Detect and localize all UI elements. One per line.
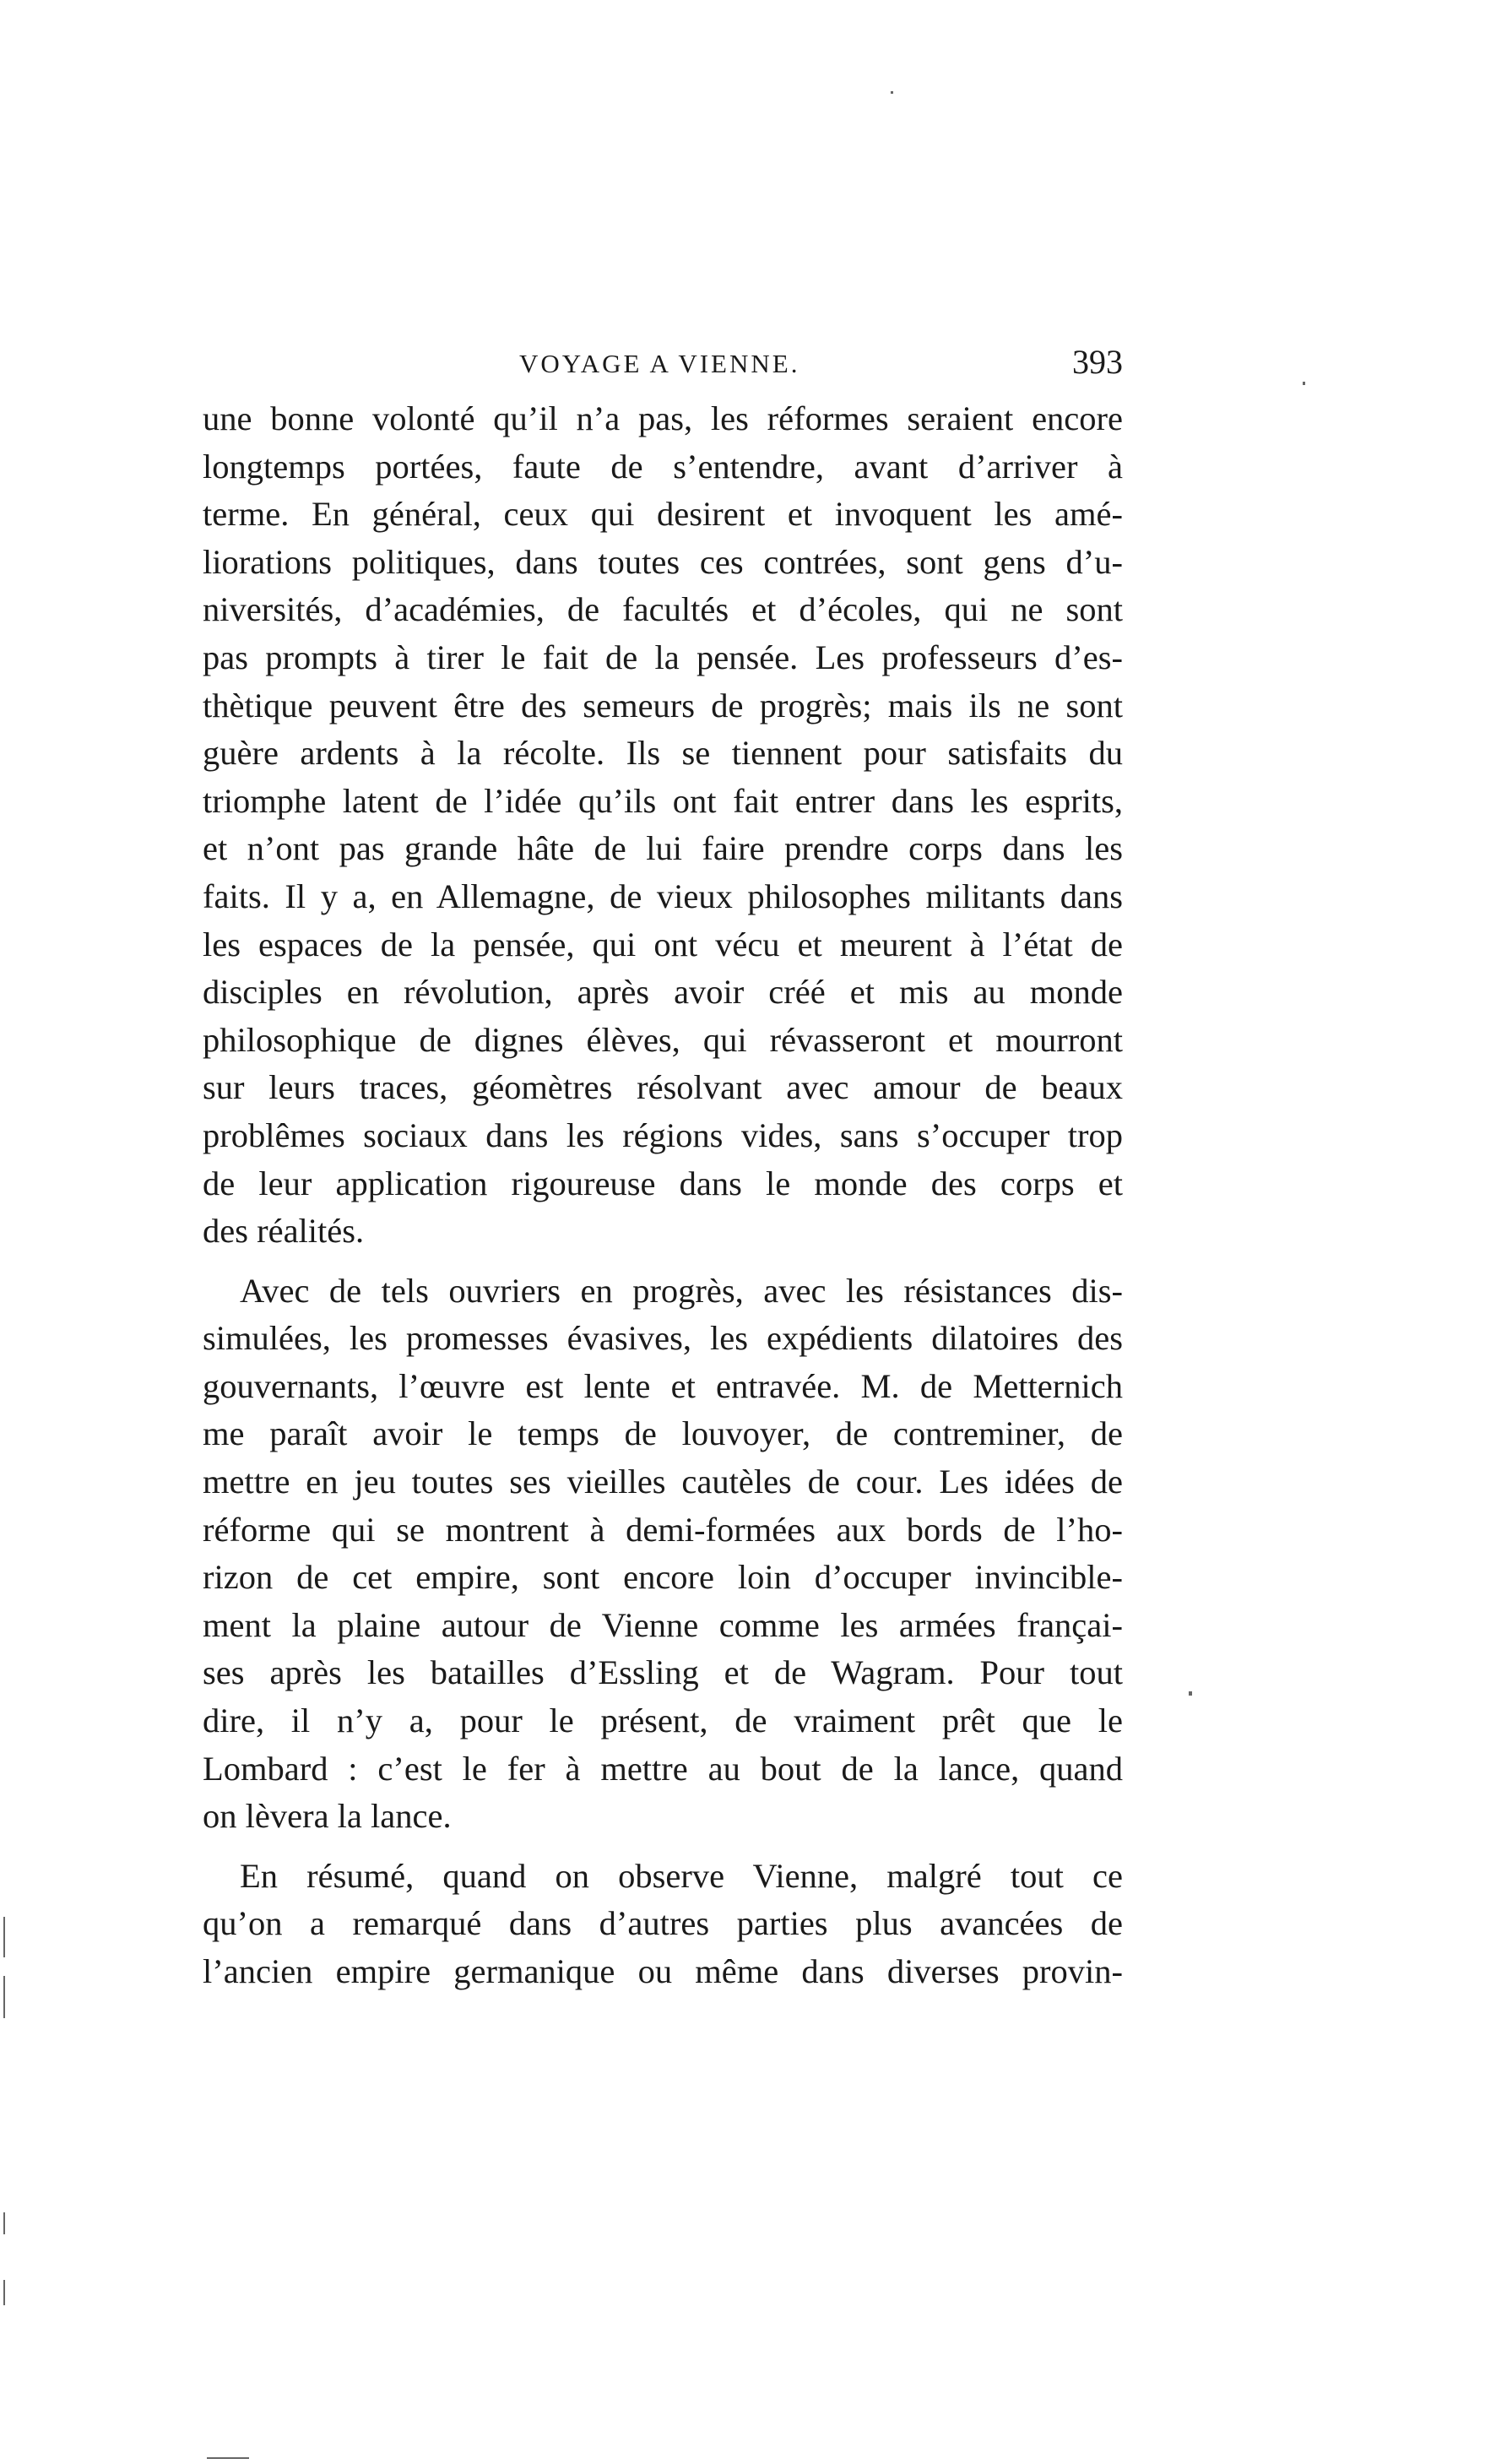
text-line: qu’on a remarqué dans d’autres parties plus avancées de [203, 1904, 1123, 1943]
paragraph [203, 1267, 1123, 1841]
text-line: on lèvera la lance. [203, 1797, 452, 1836]
text-line: et n’ont pas grande hâte de lui faire prendre corps dans les [203, 829, 1123, 868]
text-line: niversités, d’académies, de facultés et d’écoles, qui ne sont [203, 590, 1123, 629]
text-line: guère ardents à la récolte. Ils se tiennent pour satisfaits du [203, 734, 1123, 773]
text-line: ses après les batailles d’Essling et de Wagram. Pour tout [203, 1653, 1123, 1692]
text-line: rizon de cet empire, sont encore loin d’occuper invincible- [203, 1558, 1123, 1597]
text-line: simulées, les promesses évasives, les expédients dilatoires des [203, 1319, 1123, 1358]
paragraph [203, 1853, 1123, 1996]
text-line: En résumé, quand on observe Vienne, malgré tout ce [240, 1856, 1123, 1895]
scan-speck [1189, 1691, 1192, 1696]
text-line: dire, il n’y a, pour le présent, de vraiment prêt que le [203, 1701, 1123, 1740]
text-line: Lombard : c’est le fer à mettre au bout de la lance, quand [203, 1749, 1123, 1788]
scan-speck [207, 2457, 249, 2459]
text-line: pas prompts à tirer le fait de la pensée. Les professeurs d’es- [203, 638, 1123, 676]
scan-speck [891, 91, 893, 94]
scan-speck [3, 1976, 5, 2018]
scan-speck [3, 2280, 5, 2305]
page-number: 393 [1072, 343, 1123, 381]
running-header [203, 342, 1123, 384]
text-line: des réalités. [203, 1212, 365, 1251]
text-line: triomphe latent de l’idée qu’ils ont fait entrer dans les esprits, [203, 781, 1123, 820]
text-line: gouvernants, l’œuvre est lente et entravée. M. de Metternich [203, 1366, 1123, 1405]
text-line: problêmes sociaux dans les régions vides, sans s’occuper trop [203, 1115, 1123, 1154]
scan-speck [1303, 382, 1305, 385]
text-line: de leur application rigoureuse dans le monde des corps et [203, 1164, 1123, 1202]
text-line: philosophique de dignes élèves, qui révasseront et mourront [203, 1020, 1123, 1059]
text-line: réforme qui se montrent à demi-formées aux bords de l’ho- [203, 1510, 1123, 1549]
text-line: mettre en jeu toutes ses vieilles cautèles de cour. Les idées de [203, 1463, 1123, 1501]
text-line: faits. Il y a, en Allemagne, de vieux philosophes militants dans [203, 877, 1123, 915]
text-line: terme. En général, ceux qui desirent et invoquent les amé- [203, 495, 1123, 534]
text-line: disciples en révolution, après avoir créé et mis au monde [203, 973, 1123, 1012]
scan-speck [3, 2212, 5, 2234]
text-line: thètique peuvent être des semeurs de progrès; mais ils ne sont [203, 686, 1123, 725]
text-line: longtemps portées, faute de s’entendre, avant d’arriver à [203, 447, 1123, 486]
text-line: me paraît avoir le temps de louvoyer, de contreminer, de [203, 1414, 1123, 1453]
text-line: liorations politiques, dans toutes ces contrées, sont gens d’u- [203, 542, 1123, 581]
text-line: Avec de tels ouvriers en progrès, avec les résistances dis- [240, 1271, 1123, 1310]
paragraph [203, 395, 1123, 1256]
running-title: VOYAGE A VIENNE. [519, 349, 800, 378]
body-text [203, 395, 1123, 1996]
scan-speck [3, 1917, 5, 1957]
text-line: une bonne volonté qu’il n’a pas, les réformes seraient encore [203, 399, 1123, 437]
text-line: sur leurs traces, géomètres résolvant avec amour de beaux [203, 1068, 1123, 1107]
text-line: ment la plaine autour de Vienne comme les armées françai- [203, 1605, 1123, 1644]
text-line: l’ancien empire germanique ou même dans diverses provin- [203, 1952, 1123, 1990]
text-line: les espaces de la pensée, qui ont vécu et meurent à l’état de [203, 925, 1123, 963]
